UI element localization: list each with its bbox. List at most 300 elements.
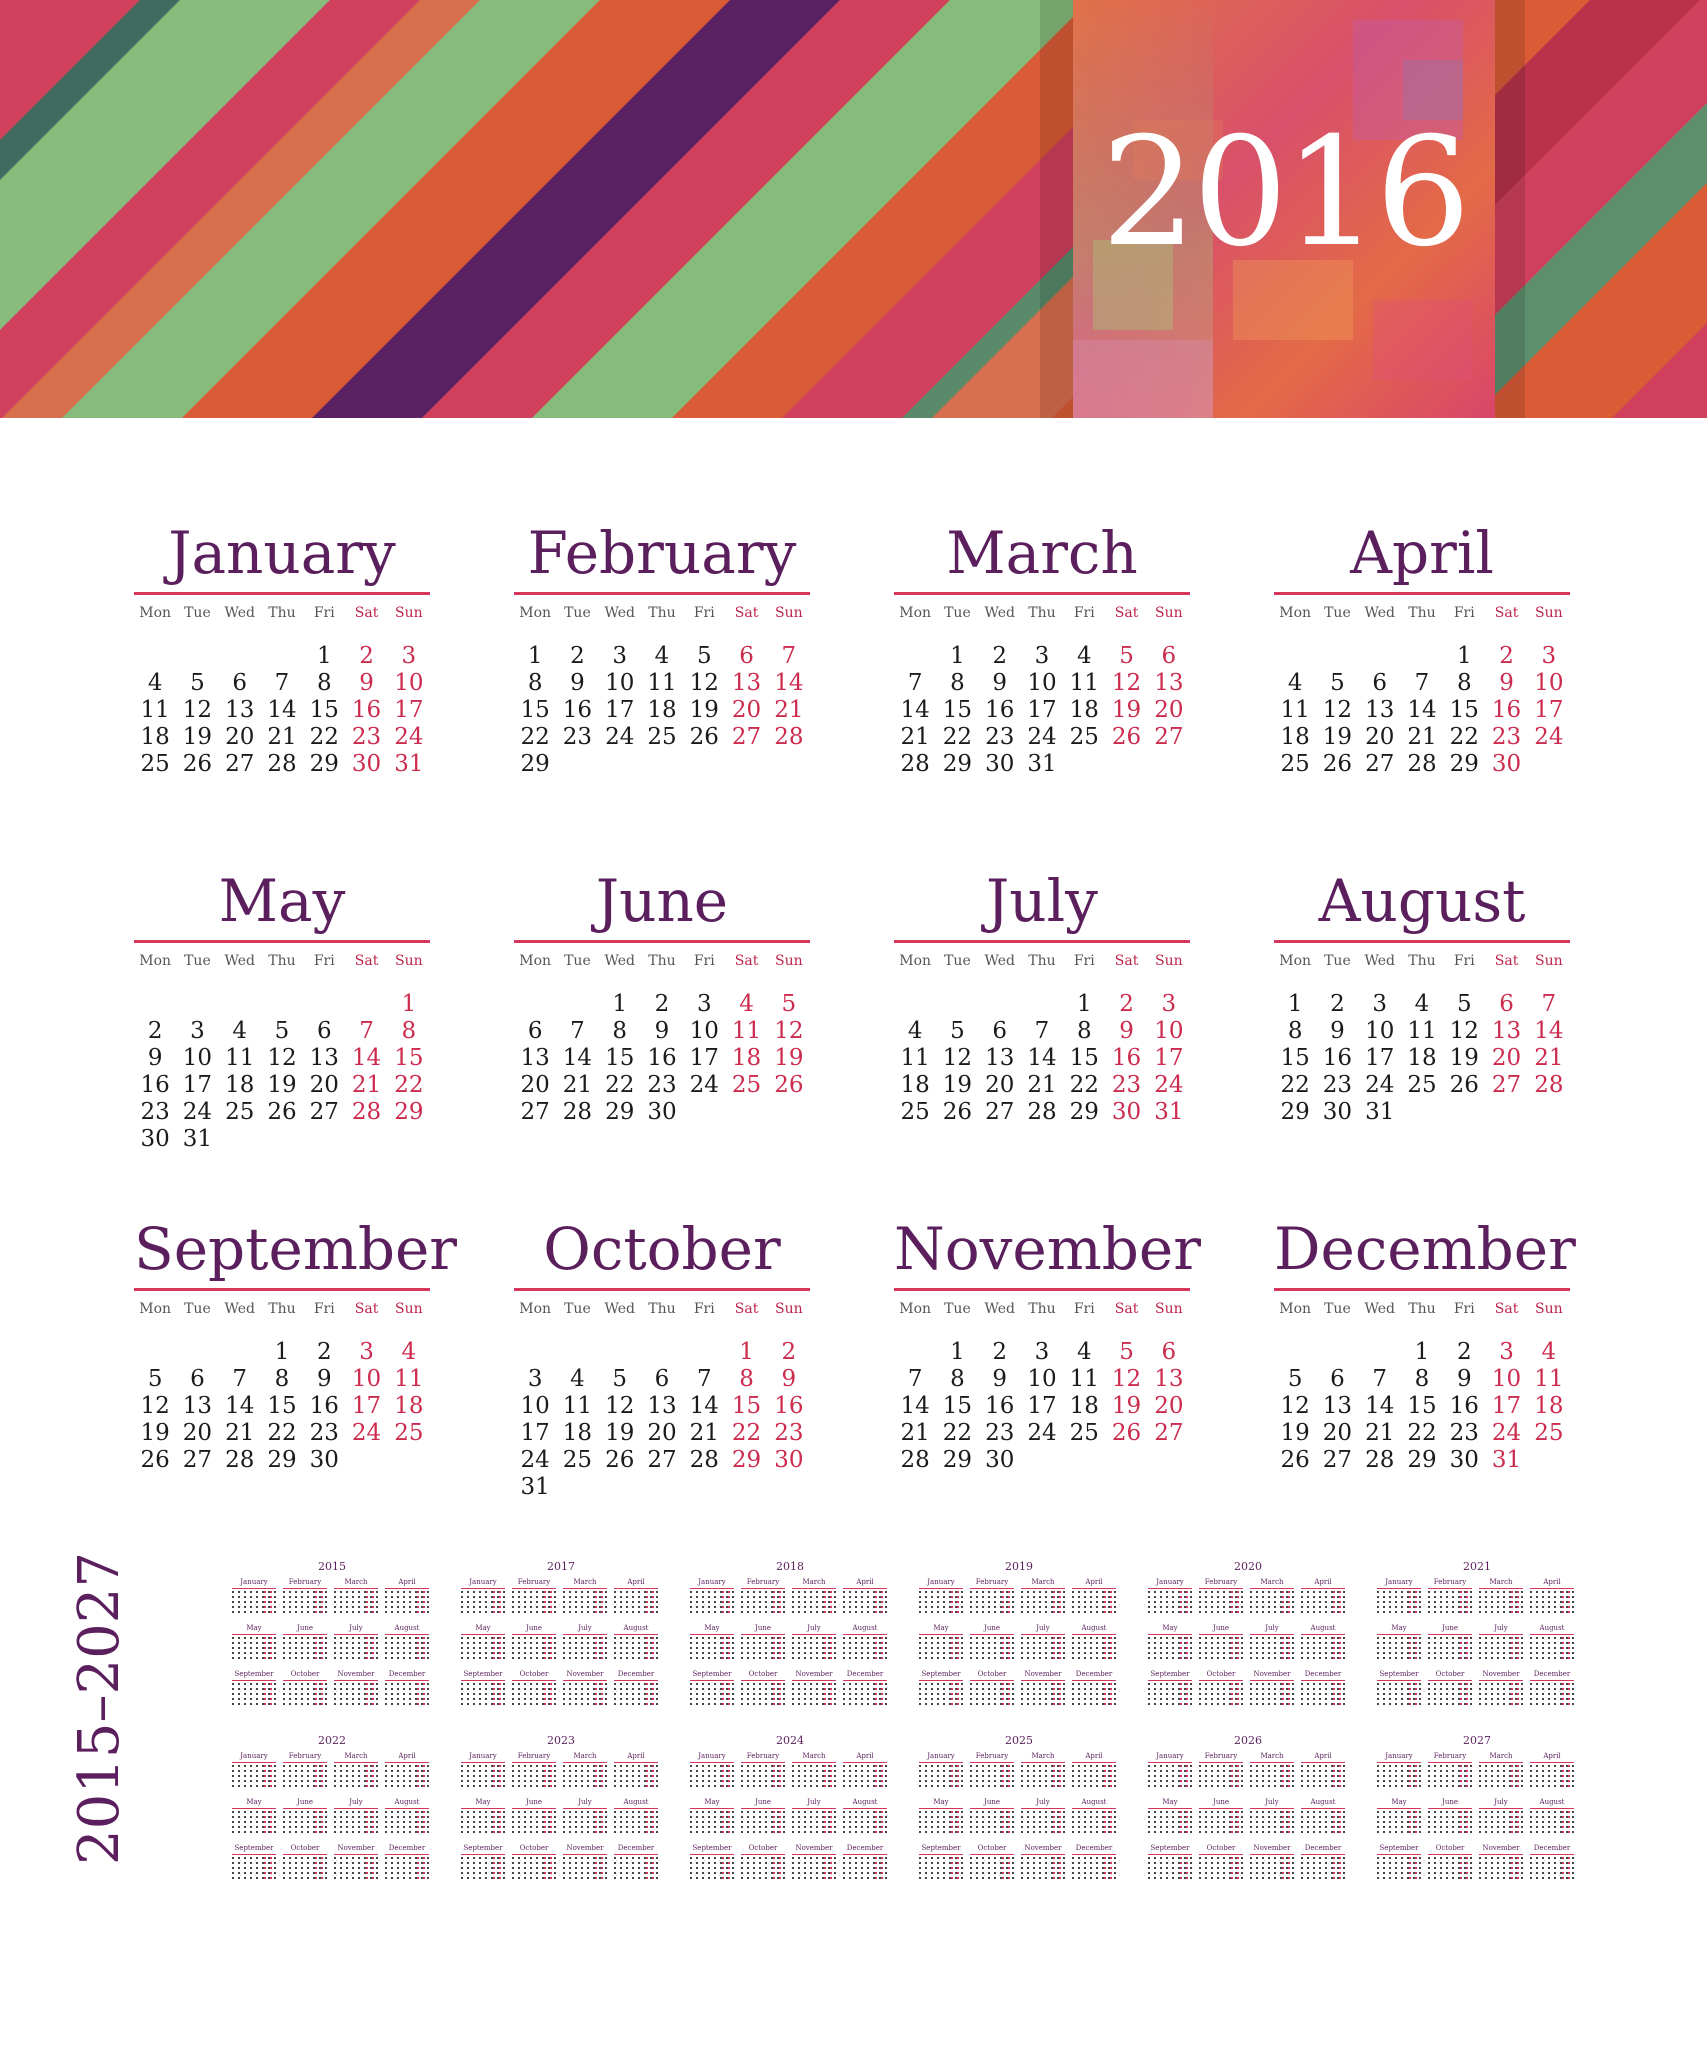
mini-weekend-row: [1333, 1601, 1345, 1603]
mini-month-title: January: [927, 1752, 955, 1760]
weekday-label: Sat: [354, 605, 379, 621]
day-cell: 16: [1491, 697, 1522, 723]
mini-weekend-row: [366, 1703, 378, 1705]
mini-weekend-row: [315, 1811, 327, 1813]
mini-day-grid: [385, 1637, 429, 1663]
mini-weekend-row: [1053, 1693, 1065, 1695]
mini-month-divider: [1072, 1588, 1116, 1589]
mini-weekend-row: [544, 1770, 556, 1772]
mini-month: [1530, 1578, 1574, 1618]
mini-weekend-row: [544, 1601, 556, 1603]
mini-weekend-row: [1002, 1816, 1014, 1818]
mini-month: [614, 1578, 658, 1618]
empty-day: [936, 991, 978, 1018]
mini-month: [1530, 1624, 1574, 1664]
mini-weekend-row: [1180, 1877, 1192, 1879]
mini-weekend-row: [1231, 1601, 1243, 1603]
mini-weekend-row: [1002, 1857, 1014, 1859]
weekday-label: Thu: [1028, 605, 1056, 621]
mini-month: [385, 1752, 429, 1792]
mini-month-title: January: [698, 1578, 726, 1586]
day-cell: 10: [394, 670, 424, 696]
mini-weekend-row: [824, 1831, 836, 1833]
mini-day-grid: [334, 1683, 378, 1709]
mini-weekend-row: [1104, 1775, 1116, 1777]
day-cell: 8: [1076, 1018, 1092, 1044]
mini-weekend-row: [493, 1652, 505, 1654]
mini-month-divider: [1377, 1762, 1421, 1763]
mini-month-divider: [792, 1808, 836, 1809]
mini-weekend-row: [1511, 1683, 1523, 1685]
mini-weekend-row: [417, 1867, 429, 1869]
mini-year-title: 2024: [776, 1734, 804, 1747]
mini-weekend-row: [366, 1688, 378, 1690]
month-divider: [514, 592, 810, 595]
mini-month-title: December: [1533, 1844, 1571, 1852]
weekday-label: Fri: [1453, 953, 1475, 969]
mini-month-divider: [1148, 1634, 1192, 1635]
mini-weekend-row: [1333, 1637, 1345, 1639]
mini-weekend-row: [824, 1857, 836, 1859]
mini-weekend-row: [315, 1611, 327, 1613]
mini-weekend-row: [1282, 1698, 1294, 1700]
mini-weekend-row: [1053, 1775, 1065, 1777]
day-cell: 17: [1491, 1393, 1522, 1419]
mini-weekend-row: [1409, 1647, 1421, 1649]
mini-weekend-row: [264, 1637, 276, 1639]
mini-month-title: August: [394, 1798, 420, 1806]
mini-day-grid: [919, 1591, 963, 1617]
mini-weekend-row: [417, 1821, 429, 1823]
mini-month-title: April: [398, 1578, 416, 1586]
month-title: October: [543, 1215, 781, 1283]
mini-day-grid: [461, 1683, 505, 1709]
weekday-label: Sat: [734, 953, 759, 969]
day-cell: 20: [985, 1072, 1015, 1098]
mini-weekend-row: [824, 1821, 836, 1823]
day-cell: 25: [731, 1072, 762, 1098]
weekday-label: Sun: [1535, 605, 1563, 621]
weekday-label: Tue: [944, 1301, 971, 1317]
mini-weekend-row: [595, 1601, 607, 1603]
mini-weekend-row: [1002, 1591, 1014, 1593]
mini-month-divider: [563, 1634, 607, 1635]
month-december: [1274, 1214, 1576, 1474]
mini-weekend-row: [1231, 1867, 1243, 1869]
weekday-label: Thu: [268, 1301, 296, 1317]
day-cell: 19: [1111, 697, 1142, 723]
mini-weekend-row: [366, 1857, 378, 1859]
day-cell: 4: [1414, 991, 1430, 1017]
day-cell: 9: [1456, 1366, 1472, 1392]
mini-year-title: 2015: [318, 1560, 346, 1573]
day-cell: 20: [731, 697, 762, 723]
mini-day-grid: [232, 1857, 276, 1883]
day-cell: 28: [900, 751, 930, 777]
mini-weekend-row: [773, 1780, 785, 1782]
mini-weekend-row: [1409, 1765, 1421, 1767]
day-cell: 27: [647, 1447, 677, 1473]
mini-month-title: February: [746, 1578, 780, 1586]
mini-weekend-row: [366, 1591, 378, 1593]
mini-weekend-row: [1562, 1698, 1574, 1700]
weekday-label: Mon: [1279, 1301, 1312, 1317]
day-cell: 2: [570, 643, 585, 669]
mini-weekend-row: [1104, 1637, 1116, 1639]
mini-weekend-row: [773, 1703, 785, 1705]
mini-weekend-row: [417, 1688, 429, 1690]
mini-weekend-row: [1460, 1591, 1472, 1593]
day-cell: 7: [907, 1366, 923, 1392]
day-cell: 8: [950, 670, 965, 696]
mini-weekend-row: [1282, 1877, 1294, 1879]
mini-month-divider: [741, 1634, 785, 1635]
mini-month: [1479, 1798, 1523, 1838]
day-cell: 6: [739, 643, 754, 669]
weekday-label: Wed: [604, 1301, 635, 1317]
mini-day-grid: [1530, 1857, 1574, 1883]
mini-month-divider: [1428, 1808, 1472, 1809]
mini-month-divider: [614, 1634, 658, 1635]
day-cell: 28: [900, 1447, 930, 1473]
day-cell: 26: [267, 1099, 297, 1125]
mini-weekend-row: [824, 1765, 836, 1767]
mini-month: [385, 1798, 429, 1838]
mini-weekend-row: [1511, 1857, 1523, 1859]
day-cell: 24: [394, 724, 424, 750]
mini-weekend-row: [722, 1821, 734, 1823]
mini-weekend-row: [1511, 1606, 1523, 1608]
mini-month-title: September: [463, 1844, 503, 1852]
mini-month: [1148, 1670, 1192, 1710]
mini-month-divider: [385, 1680, 429, 1681]
day-cell: 29: [731, 1447, 762, 1473]
mini-month: [1377, 1798, 1421, 1838]
mini-month-title: April: [627, 1752, 645, 1760]
mini-weekend-row: [1180, 1770, 1192, 1772]
mini-month-divider: [1072, 1680, 1116, 1681]
day-cell: 29: [267, 1447, 297, 1473]
mini-weekend-row: [1002, 1765, 1014, 1767]
mini-day-grid: [741, 1857, 785, 1883]
mini-day-grid: [741, 1811, 785, 1837]
day-cell: 15: [605, 1045, 635, 1071]
mini-year-title: 2017: [547, 1560, 575, 1573]
empty-day: [894, 991, 936, 1018]
weekday-label: Tue: [1324, 953, 1351, 969]
day-cell: 26: [140, 1447, 170, 1473]
month-title: June: [595, 867, 729, 935]
day-cell: 13: [225, 697, 255, 723]
mini-weekend-row: [264, 1867, 276, 1869]
day-cell: 24: [689, 1072, 719, 1098]
mini-month-divider: [1199, 1808, 1243, 1809]
mini-month: [614, 1670, 658, 1710]
mini-month: [690, 1798, 734, 1838]
mini-month: [741, 1844, 785, 1884]
mini-weekend-row: [1002, 1596, 1014, 1598]
day-cell: 6: [1161, 643, 1177, 669]
mini-weekend-row: [417, 1601, 429, 1603]
mini-month-divider: [1199, 1588, 1243, 1589]
mini-month: [970, 1844, 1014, 1884]
mini-weekend-row: [417, 1606, 429, 1608]
day-cell: 27: [1322, 1447, 1353, 1473]
mini-weekend-row: [1180, 1698, 1192, 1700]
day-cell: 9: [1330, 1018, 1345, 1044]
mini-month-divider: [919, 1854, 963, 1855]
mini-weekend-row: [1460, 1877, 1472, 1879]
day-cell: 22: [731, 1420, 762, 1446]
day-cell: 12: [1280, 1393, 1310, 1419]
mini-weekend-row: [264, 1857, 276, 1859]
mini-weekend-row: [1562, 1652, 1574, 1654]
day-cell: 10: [1027, 1366, 1057, 1392]
day-cell: 6: [232, 670, 248, 696]
day-cell: 10: [1491, 1366, 1522, 1392]
mini-month-divider: [1072, 1808, 1116, 1809]
mini-month-title: November: [337, 1670, 375, 1678]
mini-weekend-row: [1104, 1780, 1116, 1782]
day-cell: 30: [309, 1447, 339, 1473]
mini-weekend-row: [1104, 1785, 1116, 1787]
mini-month: [1428, 1578, 1472, 1618]
mini-day-grid: [741, 1591, 785, 1617]
mini-weekend-row: [824, 1811, 836, 1813]
mini-month: [1301, 1798, 1345, 1838]
mini-year-title: 2019: [1005, 1560, 1033, 1573]
mini-year-title: 2025: [1005, 1734, 1033, 1747]
mini-weekend-row: [1562, 1826, 1574, 1828]
day-cell: 24: [1154, 1072, 1184, 1098]
mini-month: [741, 1752, 785, 1792]
mini-month: [1530, 1670, 1574, 1710]
mini-weekend-row: [824, 1683, 836, 1685]
mini-month-divider: [1148, 1854, 1192, 1855]
mini-month-divider: [919, 1680, 963, 1681]
mini-month-title: December: [388, 1670, 426, 1678]
weekday-label: Mon: [139, 1301, 172, 1317]
mini-weekend-row: [1511, 1867, 1523, 1869]
mini-weekend-row: [1333, 1867, 1345, 1869]
mini-weekend-row: [1053, 1698, 1065, 1700]
mini-weekend-row: [951, 1688, 963, 1690]
mini-weekend-row: [595, 1637, 607, 1639]
mini-month: [563, 1752, 607, 1792]
mini-month-divider: [512, 1854, 556, 1855]
mini-month-title: December: [1304, 1844, 1342, 1852]
mini-weekend-row: [315, 1877, 327, 1879]
mini-month: [1072, 1752, 1116, 1792]
mini-month-title: August: [1081, 1624, 1107, 1632]
mini-weekend-row: [1409, 1816, 1421, 1818]
mini-weekend-row: [417, 1657, 429, 1659]
mini-weekend-row: [595, 1647, 607, 1649]
mini-month: [1479, 1670, 1523, 1710]
day-cell: 30: [774, 1447, 804, 1473]
day-cell: 16: [562, 697, 593, 723]
day-cell: 1: [1287, 991, 1303, 1017]
mini-weekend-row: [1511, 1652, 1523, 1654]
mini-month-title: April: [856, 1578, 874, 1586]
mini-month-title: August: [1081, 1798, 1107, 1806]
day-cell: 1: [274, 1339, 290, 1365]
mini-weekend-row: [646, 1867, 658, 1869]
mini-month: [741, 1670, 785, 1710]
weekday-label: Sun: [1535, 1301, 1563, 1317]
mini-weekend-row: [1562, 1862, 1574, 1864]
mini-weekend-row: [1002, 1770, 1014, 1772]
mini-weekend-row: [1002, 1693, 1014, 1695]
mini-weekend-row: [773, 1877, 785, 1879]
mini-weekend-row: [595, 1821, 607, 1823]
mini-month-title: April: [627, 1578, 645, 1586]
day-cell: 3: [1372, 991, 1388, 1017]
day-cell: 14: [900, 697, 930, 723]
mini-weekend-row: [951, 1821, 963, 1823]
mini-year-title: 2022: [318, 1734, 346, 1747]
mini-month-divider: [690, 1762, 734, 1763]
day-cell: 5: [696, 643, 712, 669]
day-cell: 21: [900, 1420, 930, 1446]
empty-day: [556, 1339, 598, 1366]
mini-month-divider: [385, 1634, 429, 1635]
mini-weekend-row: [824, 1642, 836, 1644]
mini-year-title: 2021: [1463, 1560, 1491, 1573]
mini-weekend-row: [1104, 1596, 1116, 1598]
mini-month-title: July: [1265, 1624, 1279, 1632]
weekday-label: Tue: [1324, 1301, 1351, 1317]
mini-weekend-row: [1460, 1683, 1472, 1685]
day-cell: 4: [1287, 670, 1303, 696]
mini-month: [1301, 1844, 1345, 1884]
mini-month-divider: [334, 1634, 378, 1635]
mini-month-title: November: [566, 1670, 604, 1678]
mini-weekend-row: [544, 1831, 556, 1833]
mini-month-title: December: [1075, 1844, 1113, 1852]
mini-month: [690, 1752, 734, 1792]
mini-month-title: June: [297, 1798, 313, 1806]
day-cell: 27: [1365, 751, 1395, 777]
mini-day-grid: [334, 1591, 378, 1617]
mini-weekend-row: [951, 1637, 963, 1639]
mini-month-title: June: [984, 1798, 1000, 1806]
mini-weekend-row: [1333, 1596, 1345, 1598]
mini-weekend-row: [646, 1698, 658, 1700]
weekday-label: Thu: [1028, 953, 1056, 969]
mini-weekend-row: [875, 1652, 887, 1654]
mini-weekend-row: [1282, 1816, 1294, 1818]
mini-weekend-row: [1409, 1703, 1421, 1705]
mini-month: [1021, 1798, 1065, 1838]
day-cell: 3: [1161, 991, 1177, 1017]
mini-day-grid: [283, 1683, 327, 1709]
mini-weekend-row: [824, 1657, 836, 1659]
mini-weekend-row: [1180, 1606, 1192, 1608]
mini-weekend-row: [493, 1683, 505, 1685]
empty-day: [134, 991, 176, 1018]
mini-month-title: October: [1206, 1844, 1236, 1852]
mini-month-title: March: [1031, 1578, 1055, 1586]
weekday-label: Tue: [944, 953, 971, 969]
mini-month: [232, 1798, 276, 1838]
mini-weekend-row: [1180, 1596, 1192, 1598]
mini-weekend-row: [1511, 1657, 1523, 1659]
day-cell: 14: [351, 1045, 382, 1071]
mini-weekend-row: [1333, 1765, 1345, 1767]
day-cell: 23: [562, 724, 593, 750]
mini-day-grid: [232, 1637, 276, 1663]
mini-weekend-row: [493, 1688, 505, 1690]
mini-day-grid: [690, 1857, 734, 1883]
day-cell: 11: [562, 1393, 593, 1419]
mini-weekend-row: [264, 1816, 276, 1818]
mini-weekend-row: [824, 1703, 836, 1705]
mini-month-divider: [690, 1680, 734, 1681]
mini-weekend-row: [1333, 1657, 1345, 1659]
mini-month: [843, 1578, 887, 1618]
mini-weekend-row: [875, 1872, 887, 1874]
mini-day-grid: [283, 1857, 327, 1883]
mini-month-title: September: [1379, 1844, 1419, 1852]
mini-weekend-row: [773, 1657, 785, 1659]
mini-weekend-row: [1409, 1826, 1421, 1828]
mini-weekend-row: [264, 1703, 276, 1705]
mini-month-divider: [1250, 1680, 1294, 1681]
mini-weekend-row: [646, 1611, 658, 1613]
mini-weekend-row: [544, 1765, 556, 1767]
mini-weekend-row: [366, 1770, 378, 1772]
mini-weekend-row: [1562, 1811, 1574, 1813]
mini-day-grid: [1250, 1765, 1294, 1791]
mini-year-2025: [919, 1734, 1119, 1884]
mini-weekend-row: [544, 1826, 556, 1828]
mini-weekend-row: [1460, 1611, 1472, 1613]
mini-month-divider: [1479, 1588, 1523, 1589]
mini-weekend-row: [1104, 1657, 1116, 1659]
mini-weekend-row: [1333, 1683, 1345, 1685]
mini-month: [512, 1844, 556, 1884]
mini-weekend-row: [824, 1877, 836, 1879]
mini-weekend-row: [1282, 1775, 1294, 1777]
mini-weekend-row: [875, 1596, 887, 1598]
mini-month: [614, 1624, 658, 1664]
weekday-label: Sat: [354, 953, 379, 969]
mini-weekend-row: [1562, 1765, 1574, 1767]
mini-weekend-row: [366, 1872, 378, 1874]
day-cell: 18: [1407, 1045, 1437, 1071]
weekday-label: Tue: [564, 953, 591, 969]
empty-day: [683, 1339, 725, 1366]
empty-day: [219, 643, 261, 670]
mini-month: [232, 1578, 276, 1618]
mini-weekend-row: [1282, 1703, 1294, 1705]
mini-month: [970, 1798, 1014, 1838]
day-cell: 7: [570, 1018, 585, 1044]
mini-month: [614, 1752, 658, 1792]
day-cell: 11: [225, 1045, 255, 1071]
mini-weekend-row: [646, 1693, 658, 1695]
month-november: [894, 1214, 1201, 1474]
weekday-label: Sat: [1114, 953, 1139, 969]
mini-month-title: March: [1260, 1752, 1284, 1760]
mini-day-grid: [919, 1637, 963, 1663]
day-cell: 14: [267, 697, 297, 723]
day-cell: 25: [562, 1447, 593, 1473]
mini-month-title: August: [852, 1798, 878, 1806]
mini-day-grid: [843, 1637, 887, 1663]
mini-weekend-row: [773, 1698, 785, 1700]
